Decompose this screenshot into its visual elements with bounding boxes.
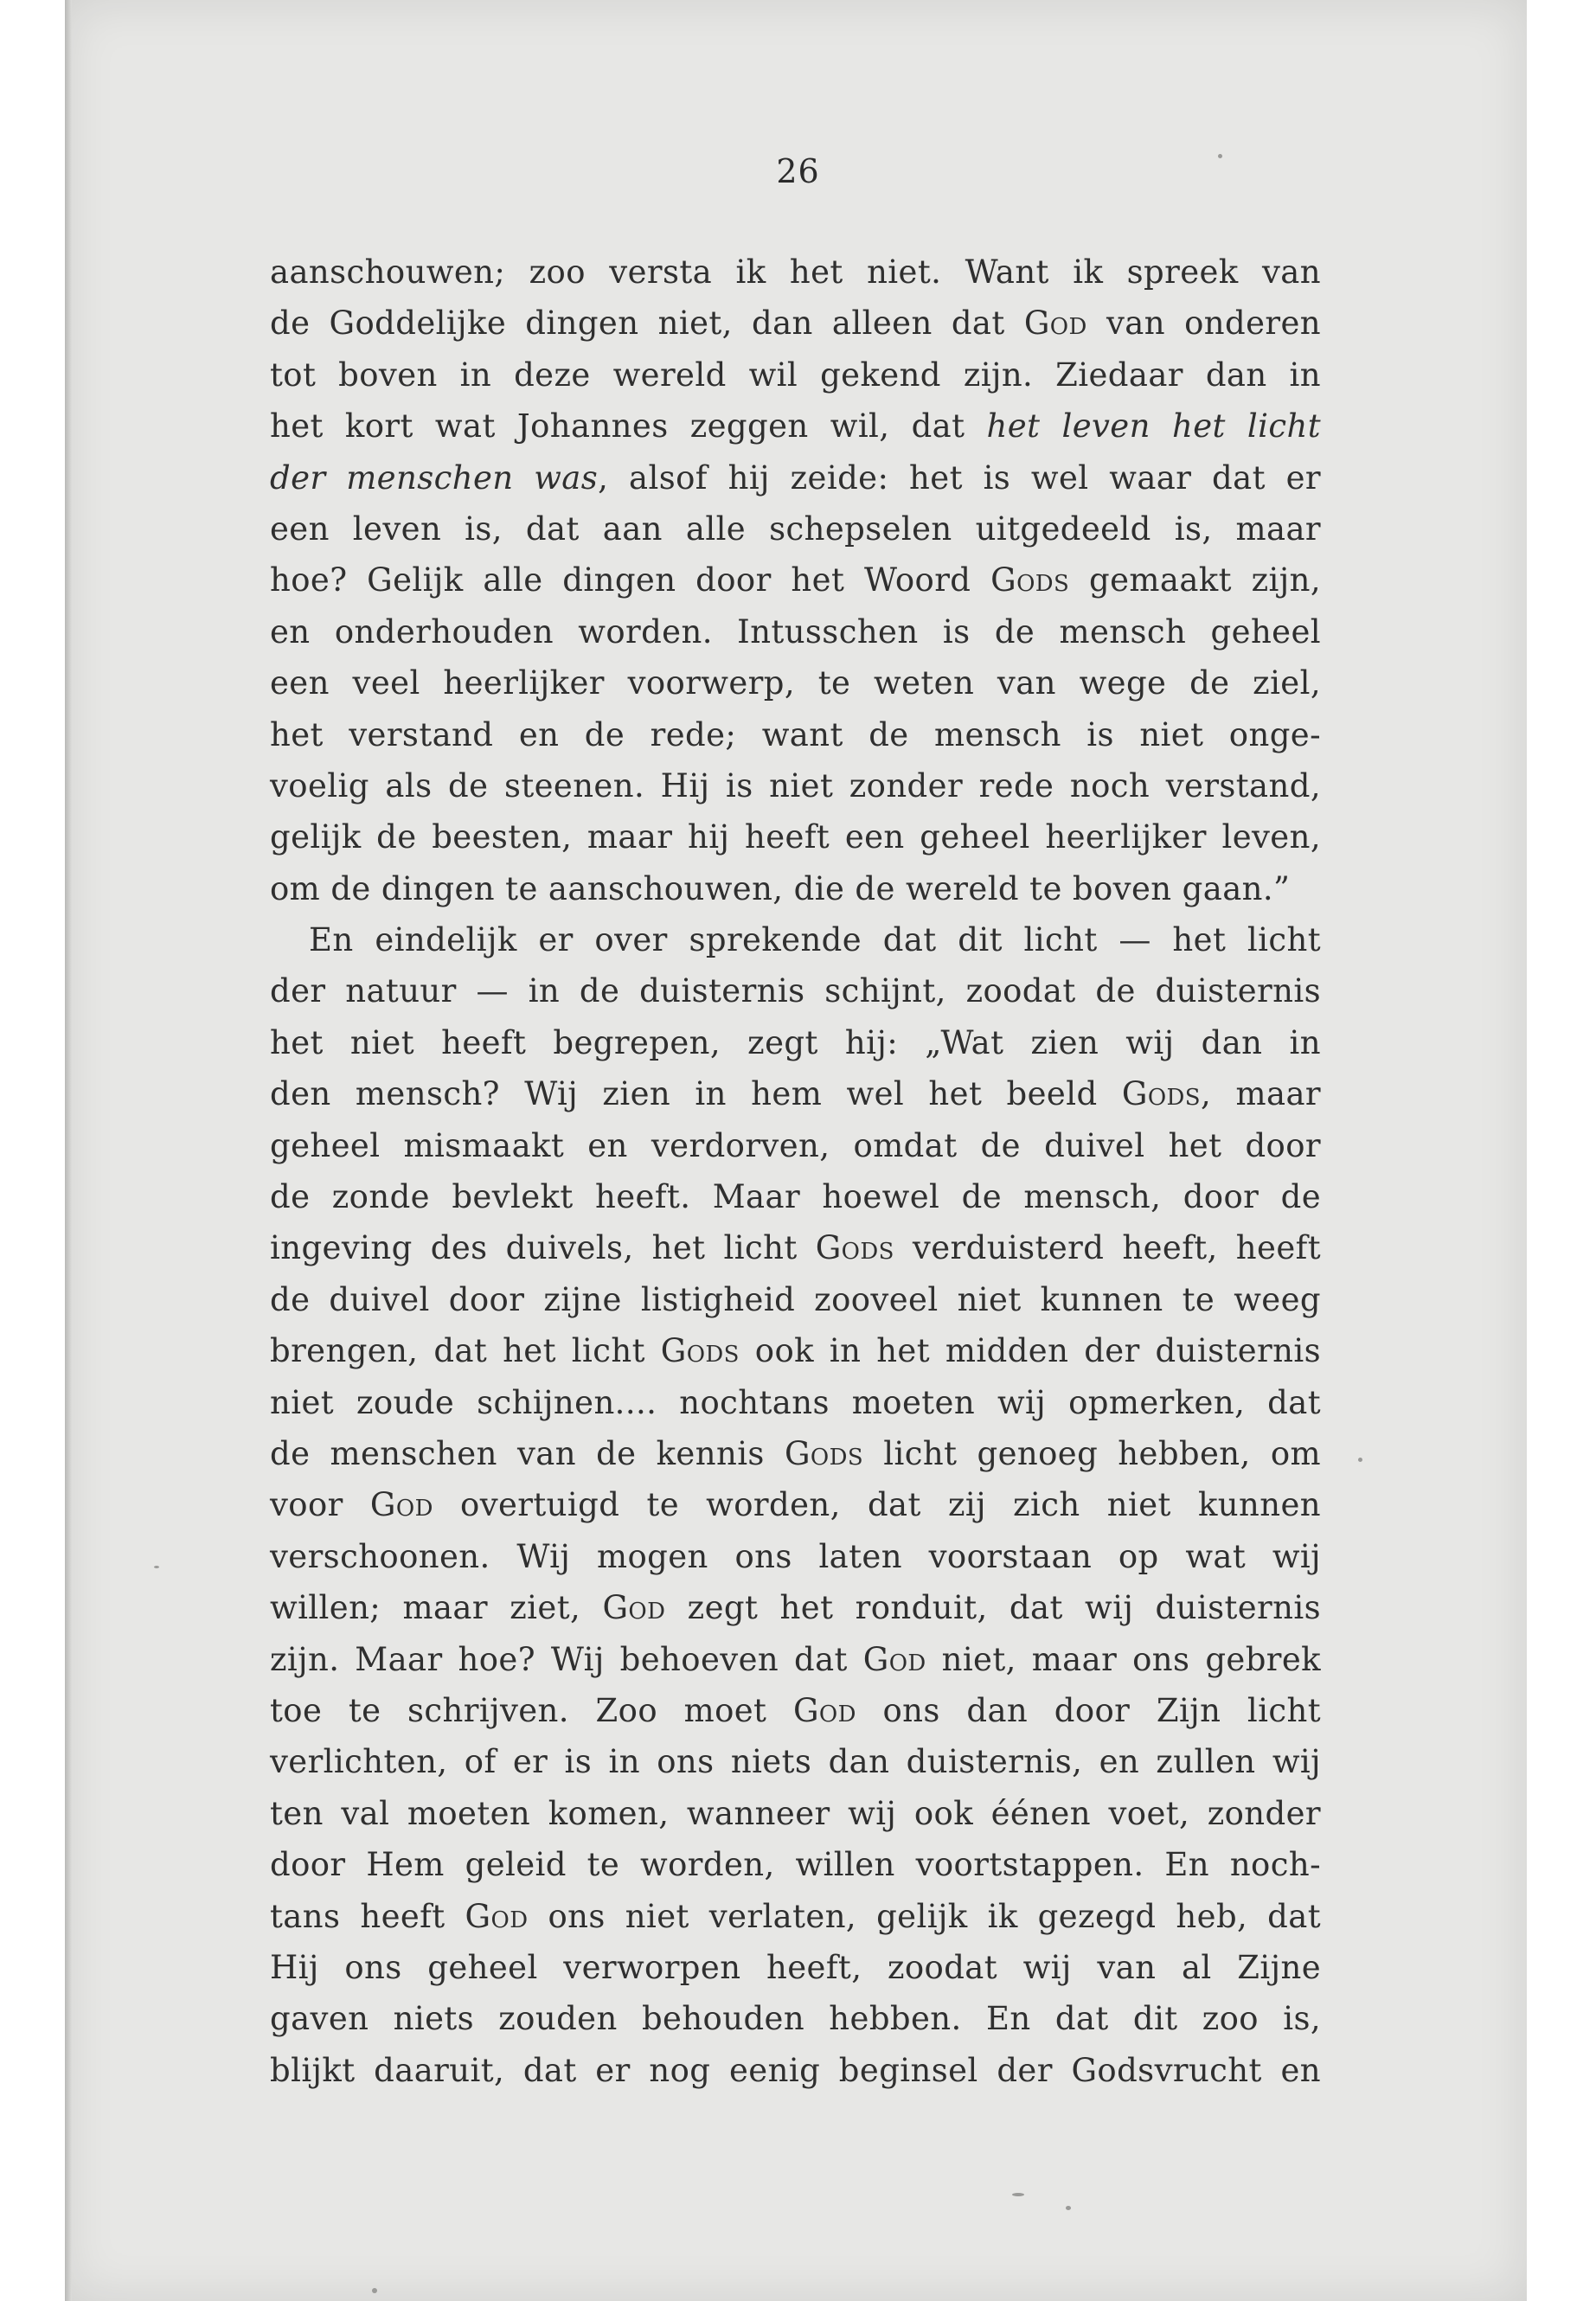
text-line [270, 1582, 1321, 1633]
text-segment: ook in het midden der duisternis [739, 1332, 1321, 1370]
text-segment: verschoonen. Wij mogen ons laten voorstaan op wat wij [270, 1537, 1321, 1575]
text-segment: van onderen [1086, 304, 1322, 343]
text-segment: de duivel door zijne listigheid zooveel niet kunnen te weeg [270, 1280, 1321, 1318]
text-line [270, 1274, 1321, 1325]
text-segment: het kort wat Johannes zeggen wil, dat [270, 407, 987, 445]
text-segment: het niet heeft begrepen, zegt hij: „Wat zien wij dan in [270, 1023, 1321, 1061]
text-segment: God [862, 1640, 926, 1678]
text-segment: gaven niets zouden behouden hebben. En dat dit zoo is, [270, 2000, 1321, 2038]
text-line [270, 657, 1321, 708]
text-segment: de zonde bevlekt heeft. Maar hoewel de mensch, door de [270, 1178, 1321, 1216]
text-line [270, 1428, 1321, 1479]
text-segment: niet zoude schijnen.... nochtans moeten wij opmerken, dat [270, 1383, 1321, 1421]
text-segment: ons dan door Zijn licht [856, 1691, 1321, 1729]
text-line [270, 1120, 1321, 1171]
text-segment: niet, maar ons gebrek [926, 1640, 1321, 1678]
ink-speck [154, 1566, 159, 1568]
page-gutter-shadow [65, 0, 72, 2301]
ink-speck [1066, 2206, 1071, 2210]
text-line [270, 554, 1321, 606]
text-line [270, 1634, 1321, 1685]
text-segment: Gods [1121, 1075, 1202, 1113]
text-line [270, 1325, 1321, 1376]
text-line [270, 349, 1321, 401]
text-line [270, 1839, 1321, 1890]
text-line [270, 1788, 1321, 1839]
text-segment: gelijk de beesten, maar hij heeft een geheel heerlijker leven, [270, 818, 1321, 856]
text-segment: door Hem geleid te worden, willen voortstappen. En noch- [270, 1846, 1321, 1884]
text-line [270, 1479, 1321, 1530]
text-segment: ons niet verlaten, gelijk ik gezegd heb, dat [528, 1897, 1321, 1935]
text-line [270, 1377, 1321, 1428]
text-segment: tans heeft [270, 1897, 465, 1935]
text-segment: den mensch? Wij zien in hem wel het beeld [270, 1075, 1122, 1113]
text-line [270, 606, 1321, 657]
text-segment: God [465, 1897, 529, 1935]
text-segment: geheel mismaakt en verdorven, omdat de duivel het door [270, 1126, 1321, 1164]
text-segment: voelig als de steenen. Hij is niet zonder rede noch verstand, [270, 766, 1321, 804]
text-line [270, 914, 1321, 965]
text-line [270, 1736, 1321, 1787]
text-line [270, 1017, 1321, 1068]
text-line [270, 401, 1321, 452]
text-segment: Gods [660, 1332, 740, 1370]
text-segment: toe te schrijven. Zoo moet [270, 1691, 793, 1729]
ink-speck [1358, 1458, 1362, 1462]
text-segment: , maar [1201, 1075, 1321, 1113]
text-segment: aanschouwen; zoo versta ik het niet. Want ik spreek van [270, 253, 1321, 291]
text-segment: gemaakt zijn, [1069, 561, 1321, 599]
text-line [270, 503, 1321, 554]
text-segment: Gods [990, 561, 1070, 599]
text-segment: verduisterd heeft, heeft [894, 1229, 1321, 1267]
text-segment: overtuigd te worden, dat zij zich niet kunnen [433, 1486, 1321, 1524]
text-segment: En eindelijk er over sprekende dat dit licht — het licht [309, 921, 1321, 959]
text-line [270, 760, 1321, 811]
text-segment: God [1023, 304, 1087, 343]
text-line [270, 709, 1321, 760]
text-line [270, 2045, 1321, 2096]
text-segment: tot boven in deze wereld wil gekend zijn. Ziedaar dan in [270, 356, 1321, 394]
ink-speck [1012, 2193, 1024, 2196]
ink-speck [372, 2288, 377, 2293]
text-line [270, 1993, 1321, 2044]
ink-speck [1218, 154, 1222, 158]
page-number: 26 [776, 152, 820, 190]
text-segment: Gods [815, 1229, 894, 1267]
text-segment: en onderhouden worden. Intusschen is de mensch geheel [270, 612, 1321, 651]
text-segment: ten val moeten komen, wanneer wij ook éénen voet, zonder [270, 1794, 1321, 1832]
text-segment: het verstand en de rede; want de mensch is niet onge- [270, 715, 1321, 753]
text-segment: verlichten, of er is in ons niets dan duisternis, en zullen wij [270, 1743, 1321, 1781]
text-line [270, 1171, 1321, 1222]
text-line [270, 1685, 1321, 1736]
text-line [270, 811, 1321, 862]
text-segment: voor [270, 1486, 370, 1524]
text-segment: een veel heerlijker voorwerp, te weten van wege de ziel, [270, 664, 1321, 702]
text-line [270, 1068, 1321, 1119]
text-segment: het leven het licht [986, 407, 1321, 445]
text-segment: om de dingen te aanschouwen, die de wereld te boven gaan.” [270, 869, 1291, 907]
text-segment: Gods [784, 1434, 864, 1472]
text-segment: een leven is, dat aan alle schepselen uitgedeeld is, maar [270, 510, 1321, 548]
text-segment: de Goddelijke dingen niet, dan alleen dat [270, 304, 1024, 343]
text-line [270, 452, 1321, 503]
text-line [270, 1942, 1321, 1993]
text-segment: blijkt daaruit, dat er nog eenig beginsel der Godsvrucht en [270, 2051, 1321, 2089]
text-segment: de menschen van de kennis [270, 1434, 785, 1472]
text-segment: Hij ons geheel verworpen heeft, zoodat wij van al Zijne [270, 1948, 1321, 1986]
text-line [270, 863, 1321, 914]
text-line [270, 247, 1321, 298]
text-line [270, 1531, 1321, 1582]
text-segment: zegt het ronduit, dat wij duisternis [665, 1589, 1321, 1627]
text-segment: zijn. Maar hoe? Wij behoeven dat [270, 1640, 863, 1678]
body-text [270, 247, 1321, 2096]
text-segment: brengen, dat het licht [270, 1332, 661, 1370]
text-segment: God [602, 1589, 666, 1627]
text-line [270, 965, 1321, 1016]
text-line [270, 298, 1321, 349]
text-segment: God [369, 1486, 433, 1524]
text-segment: , alsof hij zeide: het is wel waar dat er [598, 458, 1321, 497]
text-segment: God [792, 1691, 856, 1729]
text-segment: willen; maar ziet, [270, 1589, 603, 1627]
text-segment: der natuur — in de duisternis schijnt, zoodat de duisternis [270, 972, 1321, 1010]
text-line [270, 1891, 1321, 1942]
text-segment: licht genoeg hebben, om [863, 1434, 1321, 1472]
text-line [270, 1222, 1321, 1273]
text-segment: hoe? Gelijk alle dingen door het Woord [270, 561, 991, 599]
text-segment: ingeving des duivels, het licht [270, 1229, 816, 1267]
text-segment: der menschen was [270, 458, 599, 497]
